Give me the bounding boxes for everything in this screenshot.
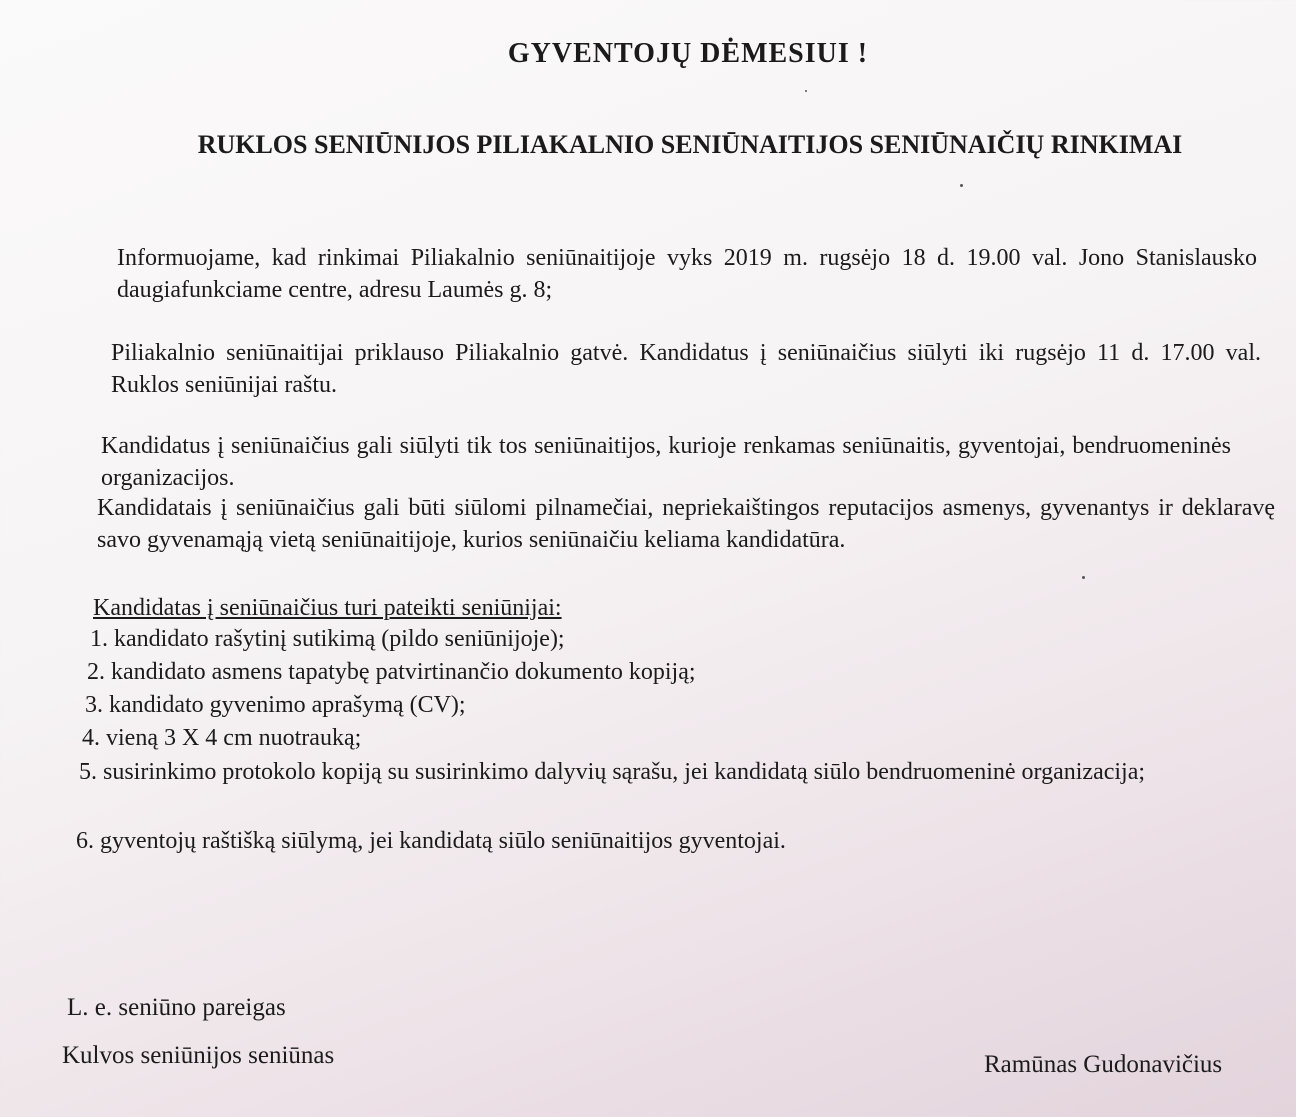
requirement-item: 2. kandidato asmens tapatybę patvirtinančio dokumento kopiją; [87,659,696,685]
signatory-name: Ramūnas Gudonavičius [984,1051,1223,1078]
paragraph-who-may-nominate: Kandidatus į seniūnaičius gali siūlyti tik tos seniūnaitijos, kurioje renkamas seniūnaitis, gyventojai, bendruomeninės organizacijos. [101,433,1231,491]
notice-title: GYVENTOJŲ DĖMESIUI ! [507,38,869,69]
notice-subtitle: RUKLOS SENIŪNIJOS PILIAKALNIO SENIŪNAITIJOS SENIŪNAIČIŲ RINKIMAI [197,130,1183,159]
paper-speck [805,90,807,92]
requirement-item: 5. susirinkimo protokolo kopiją su susirinkimo dalyvių sąrašu, jei kandidatą siūlo bendruomeninė organizacija; [79,759,1146,785]
signatory-position-line2: Kulvos seniūnijos seniūnas [62,1042,335,1069]
paper-speck [1082,576,1085,579]
requirement-item: 4. vieną 3 X 4 cm nuotrauką; [82,725,362,751]
requirements-heading: Kandidatas į seniūnaičius turi pateikti seniūnijai: [93,595,562,621]
requirement-item: 6. gyventojų raštišką siūlymą, jei kandidatą siūlo seniūnaitijos gyventojai. [76,828,786,854]
paragraph-candidate-deadline: Piliakalnio seniūnaitijai priklauso Piliakalnio gatvė. Kandidatus į seniūnaičius siūlyti iki rugsėjo 11 d. 17.00 val. Ruklos seniūnijai raštu. [111,340,1261,398]
requirement-item: 1. kandidato rašytinį sutikimą (pildo seniūnijoje); [90,626,565,652]
paragraph-election-info: Informuojame, kad rinkimai Piliakalnio seniūnaitijoje vyks 2019 m. rugsėjo 18 d. 19.00 val. Jono Stanislausko daugiafunkciame centre, adresu Laumės g. 8; [117,245,1257,303]
requirement-item: 3. kandidato gyvenimo aprašymą (CV); [85,692,466,718]
paper-speck [960,184,963,187]
paragraph-eligibility: Kandidatais į seniūnaičius gali būti siūlomi pilnamečiai, nepriekaištingos reputacijos asmenys, gyvenantys ir deklaravę savo gyvenamąją vietą seniūnaitijoje, kurios seniūnaičiu keliama kandidatūra. [97,495,1275,553]
signatory-position-line1: L. e. seniūno pareigas [67,994,286,1021]
